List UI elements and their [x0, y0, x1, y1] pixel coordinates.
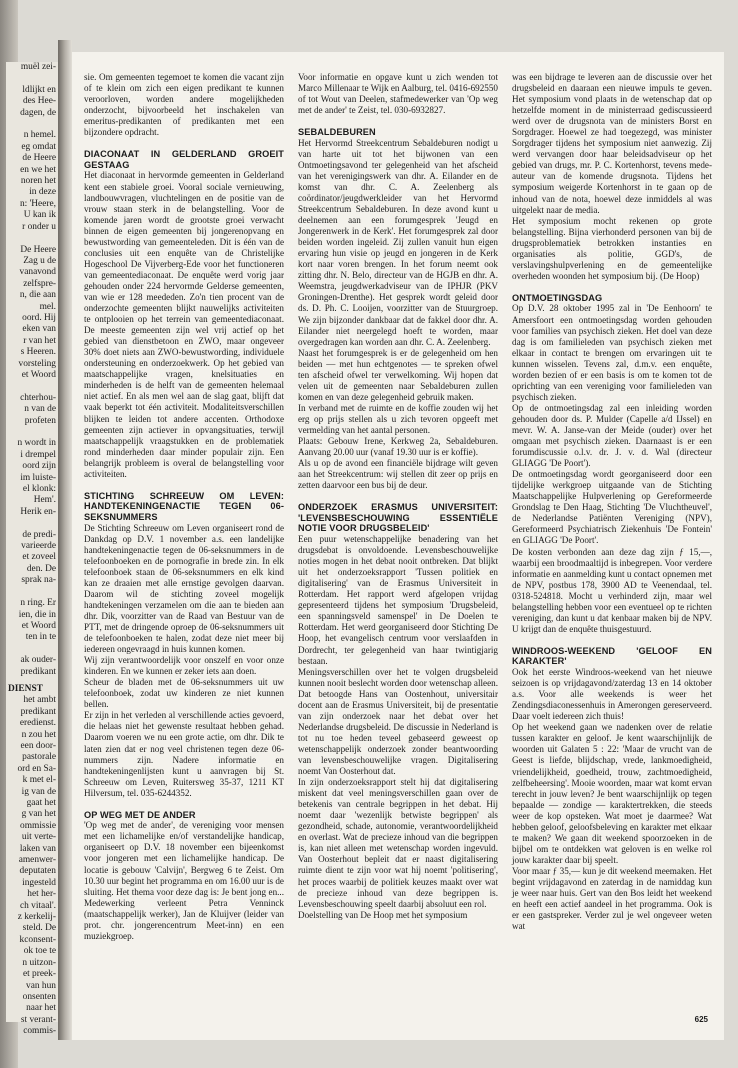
left-page-line [6, 427, 58, 438]
left-page-line: ommissie [20, 820, 56, 831]
article-erasmus-p2: Meningsverschillen over het te volgen drugsbeleid kunnen nooit beslecht worden door wetenschap alleen. Dat betoogde Hans van Oostenhout, universitair docent aan de Erasmus Universiteit, bij de presentatie van zijn onderzoek naar het debat over het Nederlandse drugsbeleid. De discussie in Nederland is tot nu toe heden teveel gebaseerd geweest op wetenschappelijk onderzoek zonder beantwoording van levensbeschouwelijke vragen. Digitalisering noemt Van Oosterhout dat. [298, 666, 498, 777]
left-page-line: eredienst. [19, 718, 56, 729]
left-page-line: el klonk: [22, 484, 56, 495]
left-page-line [6, 233, 58, 244]
left-page-line: muël zei- [20, 62, 56, 72]
article-windroos-p3: Voor maar ƒ 35,— kun je dit weekend meemaken. Het begint vrijdagavond en zaterdag in de namiddag kun je weer naar huis. Gert van den Bos leidt het weekend en heeft een actief aandeel in het programma. Ook is er een gastspreker. Verder zul je wel ongeveer weten wat [512, 865, 712, 932]
article-op-weg-body: 'Op weg met de ander', de vereniging voor mensen met een lichamelijke en/of verstandelijke handicap, organiseert op D.V. 18 november een bijeenkomst voor jongeren met een lichamelijke handicap. De locatie is gebouw 'Calvijn', Bergweg 6 te Zeist. Om 10.30 uur begint het programma en om 16.00 uur is de sluiting. Het thema voor deze dag is: Je bent jong en... Medewerking verleent Petra Venninck (maatschappelijk werker), Jan de Kluijver (leider van prot. chr. jongerencentrum Meet-inn) en een muziekgroep. [84, 820, 284, 941]
column-1 [84, 72, 284, 942]
left-page-line: im luiste- [20, 472, 56, 483]
article-erasmus-p3: In zijn onderzoeksrapport stelt hij dat digitalisering miskent dat veel meningsverschillen gaan over de betekenis van centrale begrippen in het debat. Hij noemt daar 'wezenlijk betwiste begrippen' als gezondheid, schade, autonomie, verantwoordelijkheid en overlast. Wat de precieze inhoud van die begrippen is, kan niet alleen met wetenschap worden ingevuld. Van Oosterhout bepleit dat er naast digitalisering ruimte dient te zijn voor wat hij noemt 'politisering', het proces waarbij de politiek keuzes maakt over wat de precieze inhoud van deze begrippen is. Levensbeschouwing speelt daarbij absoluut een rol. [298, 777, 498, 909]
column-2-intro: Voor informatie en opgave kunt u zich wenden tot Marco Millenaar te Wijk en Aalburg, tel. 0416-692550 of tot Wout van Deelen, stafmedewerker van 'Op weg met de ander' te Zeist, tel. 030-6932827. [298, 72, 498, 116]
left-page-line: et Woord [21, 620, 56, 631]
left-page-line: en we het [20, 164, 56, 175]
left-page-line: et Woord [21, 369, 56, 380]
left-page-line: st verant- [20, 1014, 56, 1025]
article-windroos-p1: Ook het eerste Windroos-weekend van het nieuwe seizoen is op vrijdagavond/zaterdag 13 en 14 oktober a.s. Voor alle weekends is weer het Zendingsdiaconessenhuis in Amerongen gereserveerd. Daar voelt iedereen zich thuis! [512, 667, 712, 722]
article-ontmoetingsdag-p2: Op de ontmoetingsdag zal een inleiding worden gehouden door ds. P. Mulder (Capelle a/d IJssel) en mevr. W. A. Janse-van der Meide (ouder) over het omgaan met psychisch zieken. Daarnaast is er een forumdiscussie o.l.v. dr. J. v. d. Wal (directeur GLIAGG 'De Poort'). [512, 402, 712, 469]
left-page-line: den. De [26, 563, 56, 574]
left-page-line: predikant [20, 666, 56, 677]
left-page-line: ord en Sa- [17, 763, 56, 774]
magazine-page [72, 52, 724, 1040]
left-page-line: varieerde [21, 541, 56, 552]
article-sebaldeburen-p1: Het Hervormd Streekcentrum Sebaldeburen nodigt u van harte uit tot het bijwonen van een Ontmoetingsavond ter gelegenheid van het afscheid van het verenigingswerk van dhr. A. Eilander en de komst van dhr. C. A. Zeelenberg als coördinator/jeugdwerkleider van het Hervormd Streekcentrum Sebaldeburen. In deze avond kunt u deelnemen aan een forumgesprek 'Jeugd en Jongerenwerk in de Kerk'. Het forumgesprek zal door beiden worden ingeleid. Zij zullen vanuit hun eigen ervaring hun visie op jeugd en jongeren in de Kerk kort naar voren brengen. In het forum neemt ook zitting dhr. N. Belo, directeur van de HGJB en dhr. A. Weemstra, jeugdwerkadviseur van de IPHJR (PKV Groningen-Drenthe). Het gesprek wordt geleid door ds. D. Ph. C. Looijen, voorzitter van de Stuurgroep. We zijn bijzonder dankbaar dat de fakkel door dhr. A. Eilander niet neergelegd hoeft te worden, maar overgedragen kan worden aan dhr. C. A. Zeelenberg. [298, 137, 498, 347]
left-page-lines-bottom [6, 695, 58, 1037]
left-page-heading: DIENST [8, 683, 43, 694]
left-page-line: ingesteld [22, 877, 56, 888]
left-page-line: ch vitaal'. [19, 900, 56, 911]
left-page-line: n hemel. [23, 130, 56, 141]
article-ontmoetingsdag-p1: Op D.V. 28 oktober 1995 zal in 'De Eenhoorn' te Amersfoort een ontmoetingsdag worden gehouden voor families van psychisch zieken. Het doel van deze dag is om familieleden van psychisch zieken met elkaar in contact te brengen om ervaringen uit te kunnen wisselen. Tevens zal, d.m.v. een enquête, worden bezien of er een basis is om te komen tot de oprichting van een vereniging voor familieleden van psychisch zieken. [512, 303, 712, 402]
left-page-line: k met el- [22, 775, 56, 786]
article-erasmus-p4: Doelstelling van De Hoop met het symposium [298, 909, 468, 920]
heading-windroos-weekend: WINDROOS-WEEKEND 'GELOOF EN KARAKTER' [512, 645, 712, 667]
left-page-fragment [6, 62, 58, 1037]
left-page-line: ien, die in [18, 609, 56, 620]
column-3 [512, 72, 712, 932]
left-page-line: n wordt in [17, 438, 56, 449]
left-page-line: ig van de [21, 786, 56, 797]
left-page-line: et zoveel [22, 552, 56, 563]
left-page-line: naar het [26, 1003, 56, 1014]
left-page-line: onsenten [22, 991, 56, 1002]
left-page-line: laken van [19, 843, 56, 854]
left-page-line: steld. De [22, 923, 56, 934]
left-page-line: sprak na- [21, 575, 56, 586]
heading-ontmoetingsdag: ONTMOETINGSDAG [512, 292, 603, 303]
left-page-lines-top [6, 62, 58, 678]
left-page-line: de predi- [22, 529, 56, 540]
left-page-line: het ambt [23, 695, 56, 706]
article-windroos-p2: Op het weekend gaan we nadenken over de relatie tussen karakter en geloof. Je kent waarschijnlijk de woorden uit Galaten 5 : 22: 'Maar de vrucht van de Geest is liefde, blijdschap, vrede, lankmoedigheid, vriendelijkheid, goedheid, trouw, zachtmoedigheid, zelfbeheersing'. Mooie woorden, maar wat komt ervan terecht in jouw leven? Je bent waarschijnlijk op tegen bepaalde — zondige — karaktertrekken, die steeds weer de kop opsteken. Wat moet je daarmee? Wat hebben geloof, geloofsbeleving en karakter met elkaar te maken? We gaan dit weekend spoorzoeken in de bijbel om te ontdekken wat geloven is en welke rol jouw karakter daar bij speelt. [512, 722, 712, 865]
article-diaconaat-body: Het diaconaat in hervormde gemeenten in Gelderland kent een stabiele groei. Vooral sociale vernieuwing, landbouwvragen, vluchtelingen en de positie van de vrouw staan sterk in de belangstelling. Voor de komende jaren wordt de grootste groei verwacht binnen de eigen gemeenten bij jongerenopvang en bewustwording van gemeenteleden. Dit is één van de conclusies uit een enquête van de Christelijke Hogeschool De Vijverberg-Ede voor het functioneren van gemeentediaconaat. De enquête werd vorig jaar gehouden onder 224 hervormde Gelderse gemeenten, van wie er 128 meededen. Zo'n tien procent van de onderzochte gemeenten blijkt nauwelijks activiteiten te ontplooien op het terrein van gemeentediaconaat. De meeste gemeenten zijn wel vrij actief op het gebied van dienstbetoon en ZWO, maar ongeveer 30% doet niets aan ZWO-bewustwording, individuele ondersteuning en onderzoekwerk. Op het gebied van maatschappelijke vragen, knelsituaties en minderheden is de helft van de gemeenten helemaal niet actief. En als men wel aan de slag gaat, blijft dat vaak beperkt tot één activiteit. Modaliteitsverschillen blijken te leiden tot andere accenten. Orthodoxe gemeenten zijn actiever in opvangsituaties, terwijl maatschappelijk vraagstukken en de problematiek rond minderheden daar minder populair zijn. Een belangrijk probleem is overal de belangstelling voor activiteiten. [84, 170, 284, 479]
column-2 [298, 72, 498, 921]
article-schreeuw-p2: Wij zijn verantwoordelijk voor onszelf en voor onze kinderen. En we kunnen er zeker iets aan doen. [84, 655, 284, 677]
left-page-line: vorsteling [18, 358, 56, 369]
left-page-line: ldlijkt en [22, 84, 56, 95]
heading-op-weg-met-de-ander: OP WEG MET DE ANDER [84, 809, 196, 820]
left-page-line: ak ouder- [20, 655, 56, 666]
left-page-line: n zou het [21, 729, 56, 740]
article-schreeuw-p3: Scheur de bladen met de 06-seksnummers uit uw telefoonboek, zodat uw kinderen ze niet kunnen bellen. [84, 677, 284, 710]
article-sebaldeburen-p2: Naast het forumgesprek is er de gelegenheid om hen beiden — met hun echtgenotes — te spreken ofwel ten afscheid ofwel ter verwelkoming. Wij hopen dat velen uit de gemeenten naar Sebaldeburen zullen komen en van deze gelegenheid gebruik maken. [298, 347, 498, 402]
article-sebaldeburen-p4: Plaats: Gebouw Irene, Kerkweg 2a, Sebaldeburen. Aanvang 20.00 uur (vanaf 19.30 uur is er koffie). [298, 436, 498, 458]
column-3-intro-p2: Het symposium mocht rekenen op grote belangstelling. Bijna vierhonderd personen van bij de drugsproblematiek betrokken instanties en organisaties als politie, GGD's, de verslavingshulpverlening en de gemeentelijke overheden woonden het symposium bij. (De Hoop) [512, 215, 712, 281]
left-page-line: profeten [24, 415, 56, 426]
article-erasmus-p1: Een puur wetenschappelijke benadering van het drugsdebat is onvoldoende. Levensbeschouwelijke noties mogen in het debat nooit ontbreken. Dat blijkt uit het onderzoeksrapport 'Tussen politiek en digitalisering' van de Erasmus Universiteit in Rotterdam. Het rapport werd afgelopen vrijdag gepresenteerd tijdens het symposium 'Drugsbeleid, een spanningsveld samenspel' in De Doelen te Rotterdam. Het werd georganiseerd door Stichting De Hoop, het evangelisch centrum voor verslaafden in Dordrecht, ter gelegenheid van haar twintigjarig bestaan. [298, 534, 498, 666]
left-page-line: predikant [20, 706, 56, 717]
left-page-line: n van de [24, 404, 56, 415]
column-1-intro: sie. Om gemeenten tegemoet te komen die vacant zijn of te klein om zich een eigen predikant te kunnen veroorloven, worden andere mogelijkheden onderzocht, bijvoorbeeld het inschakelen van emeritus-predikanten of predikanten met een bijzondere opdracht. [84, 72, 284, 138]
left-page-line: de Heere [22, 153, 56, 164]
left-page-line: s Heeren. [20, 347, 56, 358]
left-page-line: oord zijn [22, 461, 56, 472]
left-page-line: gaat het [26, 798, 56, 808]
left-page-line: vanavond [19, 267, 56, 278]
article-sebaldeburen-p5: Als u op de avond een financiële bijdrage wilt geven aan het Streekcentrum: wij stellen dit zeer op prijs en zetten daarvoor een bus bij de deur. [298, 458, 498, 491]
left-page-line: De Heere [20, 244, 56, 255]
left-page-line: ten in te [25, 632, 56, 643]
left-page-line: het her- [27, 889, 56, 900]
left-page-line: g van het [21, 809, 56, 820]
left-page-line: ok toe te [23, 946, 56, 957]
left-page-line: amenwer- [18, 855, 56, 866]
heading-diaconaat-gelderland: DIACONAAT IN GELDERLAND GROEIT GESTAAG [84, 149, 284, 170]
left-page-line: uit verte- [21, 832, 56, 843]
left-page-line: dagen, de [20, 107, 56, 118]
left-page-line: in deze [29, 187, 56, 198]
left-page-line: et preek- [22, 969, 56, 980]
left-page-line: eg omdat [21, 141, 56, 152]
left-page-line: noren het [20, 176, 56, 187]
left-page-line [6, 518, 58, 529]
left-page-line: i drempel [20, 449, 56, 460]
left-page-line [6, 119, 58, 130]
heading-sebaldeburen: SEBALDEBUREN [298, 127, 376, 138]
article-schreeuw-p4: Er zijn in het verleden al verschillende acties gevoerd, die helaas niet het gewenste resultaat hebben gehad. Daarom voeren we nu een grote actie, om dhr. Dik te laten zien dat er nog veel christenen tegen deze 06-nummers zijn. Nadere informatie en handtekeningenlijsten kunt u aanvragen bij St. Schreeuw om Leven, Ruitersweg 35-37, 1211 KT Hilversum, tel. 035-6244352. [84, 710, 284, 798]
left-page-line: chterhou- [20, 392, 56, 403]
left-page-line: n, die aan [19, 290, 56, 301]
heading-schreeuw-om-leven: STICHTING SCHREEUW OM LEVEN: HANDTEKENINGENACTIE TEGEN 06-SEKSNUMMERS [84, 490, 284, 522]
left-page-line: r van het [23, 335, 56, 346]
left-page-line: een door- [20, 740, 56, 751]
left-page-line: eken van [22, 324, 56, 335]
left-page-line: U kan ik [23, 210, 56, 221]
left-page-line: kconsent- [19, 934, 56, 945]
left-page-line: n: 'Heere, [19, 198, 56, 209]
left-page-line: commis- [23, 1026, 56, 1037]
left-page-line: n uitzon- [22, 957, 56, 968]
left-page-line: des Hee- [22, 96, 56, 107]
page-number: 625 [694, 1015, 708, 1024]
left-page-line: r onder u [22, 221, 56, 232]
left-page-line: oord. Hij [22, 312, 56, 323]
left-page-line: pastorale [22, 752, 56, 763]
left-page-line [6, 644, 58, 655]
left-page-line: n ring. Er [20, 598, 56, 609]
column-3-intro: was een bijdrage te leveren aan de discussie over het drugsbeleid en daaraan een nieuwe impuls te geven. Het symposium vond plaats in de wetenschap dat op hetzelfde moment in de ministerraad gediscussieerd werd over de drugsnota van de ministers Borst en Sorgdrager. Hoewel ze had toegezegd, was minister Sorgdrager tijdens het symposium niet aanwezig. Zij werd vervangen door haar beleidsadviseur op het gebied van drugs, mr. P. C. Kortenhorst, tevens mede-auteur van de komende drugsnota. Tijdens het symposium weigerde Kortenhorst in te gaan op de inhoud van de nota, hoewel deze inmiddels al was uitgelekt naar de media. [512, 72, 712, 215]
left-page-line: z kerkelij- [17, 912, 56, 923]
article-schreeuw-p1: De Stichting Schreeuw om Leven organiseert rond de Dankdag op D.V. 1 november a.s. een landelijke handtekeningenactie tegen de 06-seksnummers in de telefoonboeken en de pornografie in brede zin. In elk telefoonboek staan de 06-seksnummers en elk kind kan ze draaien met alle ernstige gevolgen daarvan. Daarom wil de stichting zoveel mogelijk handtekeningen verzamelen om die aan te bieden aan dhr. Dik, voorzitter van de Raad van Bestuur van de PTT, met de dringende oproep de 06-seksnummers uit de telefoonboeken te halen, zodat deze niet meer bij iedereen ongevraagd in huis kunnen komen. [84, 522, 284, 655]
left-page-line: Hem'. [33, 495, 56, 506]
left-page-line: mel. [39, 301, 56, 312]
page-gutter [58, 40, 72, 1040]
left-page-line: van hun [26, 980, 56, 991]
article-sebaldeburen-p3: In verband met de ruimte en de koffie zouden wij het erg op prijs stellen als u zich tevoren opgeeft met vermelding van het aantal personen. [298, 402, 498, 435]
heading-erasmus-onderzoek: ONDERZOEK ERASMUS UNIVERSITEIT: 'LEVENSBESCHOUWING ESSENTIËLE NOTIE VOOR DRUGSBELEID' [298, 502, 498, 534]
left-page-line [6, 73, 58, 84]
left-page-line: deputaten [19, 866, 56, 877]
left-page-line: zelfspre- [23, 278, 56, 289]
article-ontmoetingsdag-p3: De ontmoetingsdag wordt georganiseerd door een tijdelijke werkgroep uitgaande van de Stichting Maatschappelijke Hulpverlening op Gereformeerde Grondslag te Den Haag, Stichting 'De Vluchtheuvel', de Nederlandse Patiënten Vereniging (NPV), Gereformeerd Psychiatrisch Ziekenhuis 'De Fontein' en GLIAGG 'De Poort'. [512, 469, 712, 546]
left-page-line: Zag u de [23, 255, 56, 266]
left-page-line: Herik en- [20, 506, 56, 517]
article-ontmoetingsdag-p4: De kosten verbonden aan deze dag zijn ƒ 15,—, waarbij een broodmaaltijd is inbegrepen. Voor verdere informatie en aanmelding kunt u contact opnemen met de NPV, postbus 178, 3900 AD te Veenendaal, tel. 0318-524818. Mocht u verhinderd zijn, maar wel belangstelling hebben voor een eventueel op te richten vereniging, dan kunt u dat kenbaar maken bij de NPV. U krijgt dan de enquête thuisgestuurd. [512, 546, 712, 634]
left-page-line [6, 381, 58, 392]
left-page-line [6, 587, 58, 598]
